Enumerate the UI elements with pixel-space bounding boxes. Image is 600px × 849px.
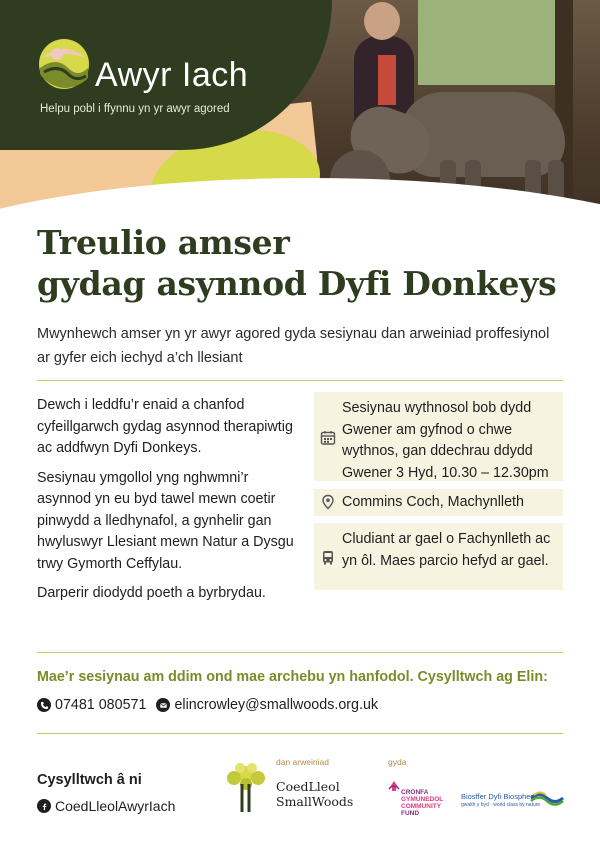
biosphere-logo-text: Biosffer Dyfi Biosphere <box>461 792 538 801</box>
page-title-line-2: gydag asynnod Dyfi Donkeys <box>37 264 557 303</box>
fund-line-3: COMMUNITY <box>401 803 442 810</box>
partner-name-english: SmallWoods <box>276 794 354 809</box>
with-label: gyda <box>388 757 407 767</box>
location-box <box>314 489 563 516</box>
description-paragraph-2: Sesiynau ymgollol yng nghwmni’r asynnod yn eu byd tawel mewn coetir pinwydd a lledhynafol, a gynhelir gan hwyluswyr Llesiant mewn Natur a Dysgu trwy Gymorth Ceffylau. <box>37 469 294 572</box>
page-title-line-1: Treulio amser <box>37 223 290 262</box>
fund-line-1: CRONFA <box>401 789 429 796</box>
intro-text: Mwynhewch amser yn yr awyr agored gyda sesiynau dan arweiniad proffesiynol ar gyfer eich iechyd a’ch llesiant <box>37 326 550 366</box>
social-handle <box>37 798 175 814</box>
calendar-icon <box>320 400 336 475</box>
biosphere-logo-subtitle: gwaith y byd · world class by nature <box>461 802 541 808</box>
fund-line-4: FUND <box>401 810 420 817</box>
description-paragraph-1: Dewch i leddfu’r enaid a chanfod cyfeillgarwch gydag asynnod therapiwtig ac addfwyn Dyfi Donkeys. <box>37 397 293 456</box>
schedule-text: Sesiynau wythnosol bob dydd Gwener am gyfnod o chwe wythnos, gan ddechrau ddydd Gwener 3 Hyd, 10.30 – 12.30pm <box>342 400 549 481</box>
booking-call-to-action: Mae’r sesiynau am ddim ond mae archebu yn hanfodol. Cysylltwch ag Elin: <box>37 669 548 685</box>
divider <box>37 652 563 653</box>
facebook-link[interactable]: CoedLleolAwyrIach <box>55 798 176 814</box>
partner-name-welsh: CoedLleol <box>276 779 340 794</box>
community-fund-text <box>401 789 443 817</box>
coedlleol-logo-text <box>276 779 353 809</box>
page-title <box>37 222 556 304</box>
coedlleol-tree-logo-icon <box>222 762 270 814</box>
divider <box>37 380 563 381</box>
transport-text: Cludiant ar gael o Fachynlleth ac yn ôl. Maes parcio hefyd ar gael. <box>342 531 551 569</box>
location-pin-icon <box>320 494 336 510</box>
hero-banner <box>0 0 600 250</box>
fund-line-2: GYMUNEDOL <box>401 796 444 803</box>
location-text: Commins Coch, Machynlleth <box>342 494 524 510</box>
brand-tagline: Helpu pobl i ffynnu yn yr awyr agored <box>40 103 230 115</box>
email-icon <box>156 698 170 712</box>
phone-icon <box>37 698 51 712</box>
photo-person-head <box>364 2 400 40</box>
contact-details <box>37 697 378 713</box>
description-paragraph-3: Darperir diodydd poeth a byrbrydau. <box>37 585 266 601</box>
footer-contact-title: Cysylltwch â ni <box>37 772 142 788</box>
divider <box>37 733 563 734</box>
email-link[interactable]: elincrowley@smallwoods.org.uk <box>174 697 379 713</box>
photo-person-shirt <box>378 55 396 105</box>
brand-name: Awyr Iach <box>95 56 249 94</box>
transport-box <box>314 523 563 590</box>
schedule-box <box>314 392 563 481</box>
biosphere-logo-icon <box>530 790 564 806</box>
phone-link[interactable]: 07481 080571 <box>55 697 147 713</box>
awyr-iach-logo-icon <box>38 38 90 90</box>
bus-icon <box>320 531 336 584</box>
description <box>37 395 299 613</box>
led-by-label: dan arweiniad <box>276 757 329 767</box>
photo-window <box>418 0 558 85</box>
facebook-icon <box>37 799 51 813</box>
